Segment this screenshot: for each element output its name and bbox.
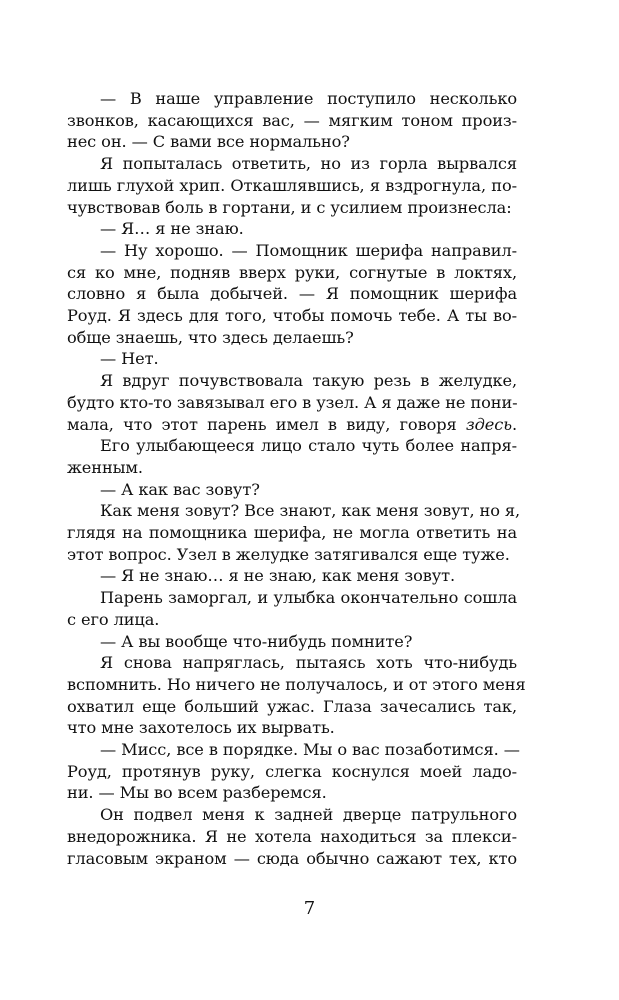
text-line: — Я… я не знаю. [100,219,244,239]
text-line: — Ну хорошо. — Помощник шерифа направил- [100,240,517,260]
text-line: — В наше управление поступило несколько [100,89,517,108]
text-line: — А вы вообще что-нибудь помните? [100,631,413,651]
page-number: 7 [303,898,316,920]
text-line: ся ко мне, подняв вверх руки, согнутые в локтях, [67,262,517,282]
text-line: внедорожника. Я не хотела находиться за плекси- [67,826,517,846]
text-line: с его лица. [67,609,160,629]
text-line: — Нет. [100,349,159,369]
text-line: Я попыталась ответить, но из горла вырвался [100,154,517,174]
text-line: нес он. — С вами все нормально? [67,132,350,152]
text-line: Роуд, протянув руку, слегка коснулся моей ладо- [67,761,517,781]
text-line: — Мисс, все в порядке. Мы о вас позаботимся. — [100,740,520,759]
text-line: вспомнить. Но ничего не получалось, и от этого меня [67,674,526,694]
text-line: звонков, касающихся вас, — мягким тоном произ- [67,110,517,130]
text-line: обще знаешь, что здесь делаешь? [67,327,354,347]
text-line: — А как вас зовут? [100,479,260,499]
text-line: лишь глухой хрип. Откашлявшись, я вздрогнула, по- [67,175,517,195]
text-line: ни. — Мы во всем разберемся. [67,783,327,803]
text-line [67,414,517,436]
text-run: . [511,414,518,434]
text-line: женным. [67,457,143,477]
text-line: будто кто-то завязывал его в узел. А я даже не пони- [67,392,518,412]
text-line: Роуд. Я здесь для того, чтобы помочь тебе. А ты во- [67,306,517,325]
text-line: гласовым экраном — сюда обычно сажают тех, кто [67,848,517,868]
text-line: — Я не знаю… я не знаю, как меня зовут. [100,566,456,586]
text-line: Его улыбающееся лицо стало чуть более напря- [100,436,517,456]
text-line: Он подвел меня к задней дверце патрульного [100,805,517,825]
text-line: словно я была добычей. — Я помощник шерифа [67,284,517,304]
italic-word: здесь [465,414,512,434]
text-line: Я вдруг почувствовала такую резь в желудке, [100,371,517,391]
text-line: охватил еще больший ужас. Глаза зачесались так, [67,696,517,716]
text-line: глядя на помощника шерифа, не могла ответить на [67,523,517,542]
text-line: Парень заморгал, и улыбка окончательно сошла [100,588,517,608]
text-line: этот вопрос. Узел в желудке затягивался еще туже. [67,544,510,564]
text-run: мала, что этот парень имел в виду, говоря [67,414,457,434]
text-line: Как меня зовут? Все знают, как меня зовут, но я, [100,501,521,521]
text-line: чувствовав боль в гортани, и с усилием произнесла: [67,197,512,217]
text-line: что мне захотелось их вырвать. [67,718,335,738]
text-line: Я снова напряглась, пытаясь хоть что-нибудь [100,653,517,673]
